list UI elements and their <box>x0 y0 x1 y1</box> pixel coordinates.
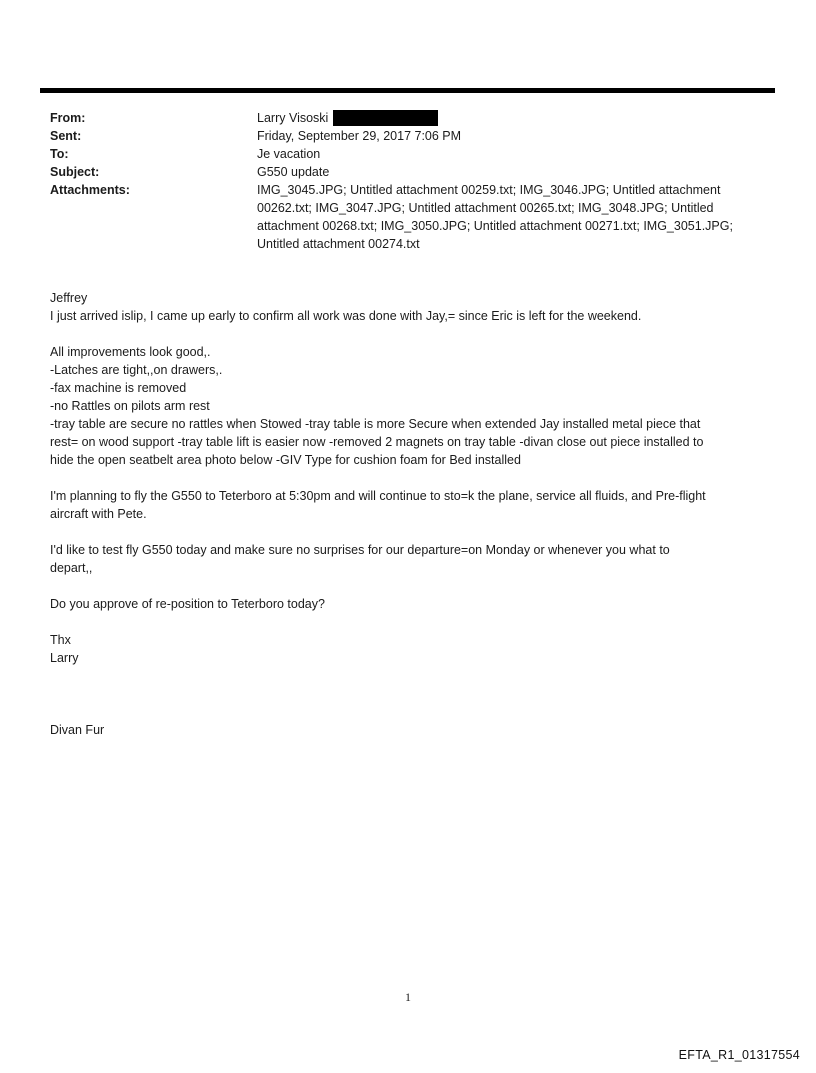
email-body <box>50 289 772 739</box>
email-body-line: All improvements look good,. <box>50 345 211 359</box>
email-body-line: aircraft with Pete. <box>50 507 147 521</box>
email-body-line: Larry <box>50 651 79 665</box>
email-body-line <box>50 523 772 541</box>
header-row-to <box>50 145 776 163</box>
sent-value: Friday, September 29, 2017 7:06 PM <box>257 129 462 143</box>
email-body-line <box>50 667 772 685</box>
email-body-line <box>50 613 772 631</box>
redaction-box <box>333 110 438 126</box>
email-body-line: Thx <box>50 633 71 647</box>
email-body-line: -tray table are secure no rattles when Stowed -tray table is more Secure when extended Jay installed metal piece that <box>50 417 701 431</box>
email-body-line: rest= on wood support -tray table lift is easier now -removed 2 magnets on tray table -divan close out piece installed to <box>50 435 704 449</box>
attachments-label: Attachments: <box>50 183 130 197</box>
subject-value: G550 update <box>257 165 330 179</box>
page-number: 1 <box>405 990 411 1004</box>
email-body-line: Do you approve of re-position to Teterboro today? <box>50 597 325 611</box>
from-value <box>257 109 776 127</box>
email-body-line: hide the open seatbelt area photo below -GIV Type for cushion foam for Bed installed <box>50 453 521 467</box>
email-body-line: Jeffrey <box>50 291 88 305</box>
email-body-line <box>50 577 772 595</box>
email-body-line: -no Rattles on pilots arm rest <box>50 399 210 413</box>
email-body-line: depart,, <box>50 561 93 575</box>
subject-label: Subject: <box>50 165 100 179</box>
attachments-value: IMG_3045.JPG; Untitled attachment 00259.txt; IMG_3046.JPG; Untitled attachment 00262.txt; IMG_3047.JPG; Untitled attachment 00265.txt; IMG_3048.JPG; Untitled attachment 00268.txt; IMG_3050.JPG; Untitled attachment 00271.txt; IMG_3051.JPG; Untitled attachment 00274.txt <box>257 183 737 251</box>
from-label: From: <box>50 111 86 125</box>
email-body-line: I just arrived islip, I came up early to confirm all work was done with Jay,= since Eric is left for the weekend. <box>50 309 642 323</box>
email-body-line: I'm planning to fly the G550 to Teterboro at 5:30pm and will continue to sto=k the plane, service all fluids, and Pre-flight <box>50 489 706 503</box>
to-value: Je vacation <box>257 147 321 161</box>
email-body-line <box>50 325 772 343</box>
header-row-sent <box>50 127 776 145</box>
email-body-line: I'd like to test fly G550 today and make sure no surprises for our departure=on Monday or whenever you what to <box>50 543 670 557</box>
email-body-line: Divan Fur <box>50 723 105 737</box>
email-body-line: -Latches are tight,,on drawers,. <box>50 363 223 377</box>
header-divider-rule <box>40 88 775 93</box>
to-label: To: <box>50 147 69 161</box>
header-row-subject <box>50 163 776 181</box>
email-body-line: -fax machine is removed <box>50 381 187 395</box>
bates-number: EFTA_R1_01317554 <box>678 1048 800 1062</box>
sent-label: Sent: <box>50 129 82 143</box>
header-row-attachments <box>50 181 776 253</box>
email-body-line <box>50 703 772 721</box>
email-body-line <box>50 469 772 487</box>
header-row-from <box>50 109 776 127</box>
email-body-line <box>50 685 772 703</box>
email-header <box>50 109 776 253</box>
sender-name: Larry Visoski <box>257 111 329 125</box>
